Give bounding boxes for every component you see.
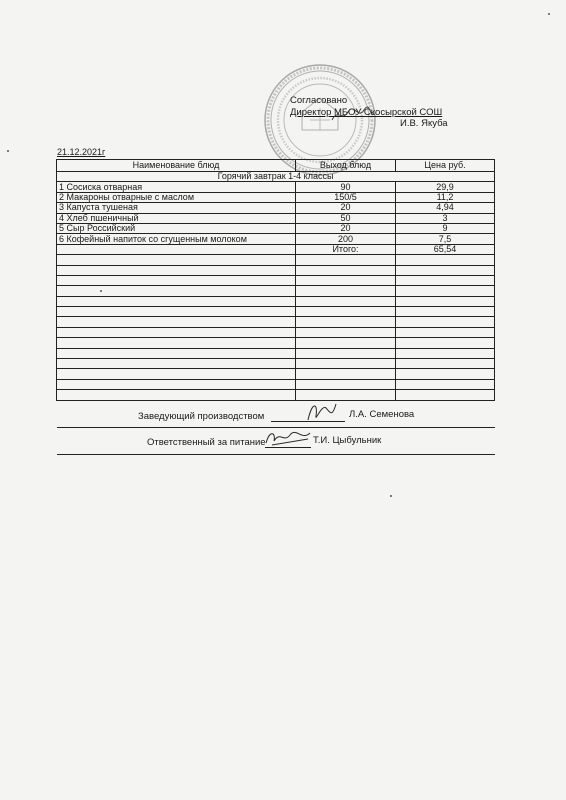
table-row	[57, 192, 495, 202]
total-label: Итого:	[296, 244, 396, 254]
empty-row	[57, 348, 495, 358]
table-row	[57, 223, 495, 233]
document-date: 21.12.2021г	[57, 147, 106, 157]
approval-title: Согласовано	[290, 95, 348, 106]
table-header-row	[57, 160, 495, 172]
empty-row	[57, 307, 495, 317]
empty-row	[57, 275, 495, 285]
empty-row	[57, 255, 495, 265]
scan-speck	[7, 150, 9, 152]
dish-name: 2 Макароны отварные с маслом	[57, 192, 296, 202]
dish-yield: 200	[296, 234, 396, 244]
scan-speck	[100, 290, 102, 292]
dish-yield: 90	[296, 182, 396, 192]
dish-name: 5 Сыр Российский	[57, 223, 296, 233]
production-role: Заведующий производством	[138, 411, 265, 422]
nutrition-signature	[147, 437, 266, 448]
dish-yield: 20	[296, 223, 396, 233]
dish-price: 4,94	[396, 203, 495, 213]
dish-price: 11,2	[396, 192, 495, 202]
table-total-row	[57, 244, 495, 254]
table-row	[57, 234, 495, 244]
header-price: Цена руб.	[396, 160, 495, 172]
empty-row	[57, 359, 495, 369]
empty-cell	[57, 244, 296, 254]
empty-row	[57, 286, 495, 296]
dish-yield: 150/5	[296, 192, 396, 202]
dish-yield: 50	[296, 213, 396, 223]
dish-yield: 20	[296, 203, 396, 213]
nutrition-role: Ответственный за питание	[147, 437, 266, 448]
empty-row	[57, 265, 495, 275]
empty-row	[57, 317, 495, 327]
menu-table	[56, 159, 495, 455]
section-title: Горячий завтрак 1-4 классы	[57, 172, 495, 182]
dish-price: 9	[396, 223, 495, 233]
nutrition-handwritten-signature	[262, 425, 314, 449]
dish-name: 3 Капуста тушеная	[57, 203, 296, 213]
empty-row	[57, 338, 495, 348]
dish-price: 29,9	[396, 182, 495, 192]
total-value: 65,54	[396, 244, 495, 254]
dish-price: 3	[396, 213, 495, 223]
table-row	[57, 213, 495, 223]
table-row	[57, 182, 495, 192]
approval-director: Директор МБОУ Скосырской СОШ	[290, 106, 443, 118]
director-signature	[330, 106, 375, 124]
empty-row	[57, 390, 495, 400]
empty-row	[57, 327, 495, 337]
dish-name: 1 Сосиска отварная	[57, 182, 296, 192]
table-row	[57, 203, 495, 213]
header-yield: Выход блюд	[296, 160, 396, 172]
table-section-row	[57, 172, 495, 182]
empty-row	[57, 379, 495, 389]
signature-row-production	[57, 400, 495, 427]
production-handwritten-signature	[300, 398, 340, 426]
header-dish-name: Наименование блюд	[57, 160, 296, 172]
empty-row	[57, 296, 495, 306]
production-signature	[138, 411, 264, 422]
approval-director-name: И.В. Якуба	[400, 118, 448, 129]
scan-speck	[390, 495, 392, 497]
scan-speck	[548, 13, 550, 15]
dish-price: 7,5	[396, 234, 495, 244]
nutrition-name: Т.И. Цыбульник	[313, 435, 382, 446]
empty-row	[57, 369, 495, 379]
production-name: Л.А. Семенова	[349, 409, 415, 420]
dish-name: 6 Кофейный напиток со сгущенным молоком	[57, 234, 296, 244]
dish-name: 4 Хлеб пшеничный	[57, 213, 296, 223]
